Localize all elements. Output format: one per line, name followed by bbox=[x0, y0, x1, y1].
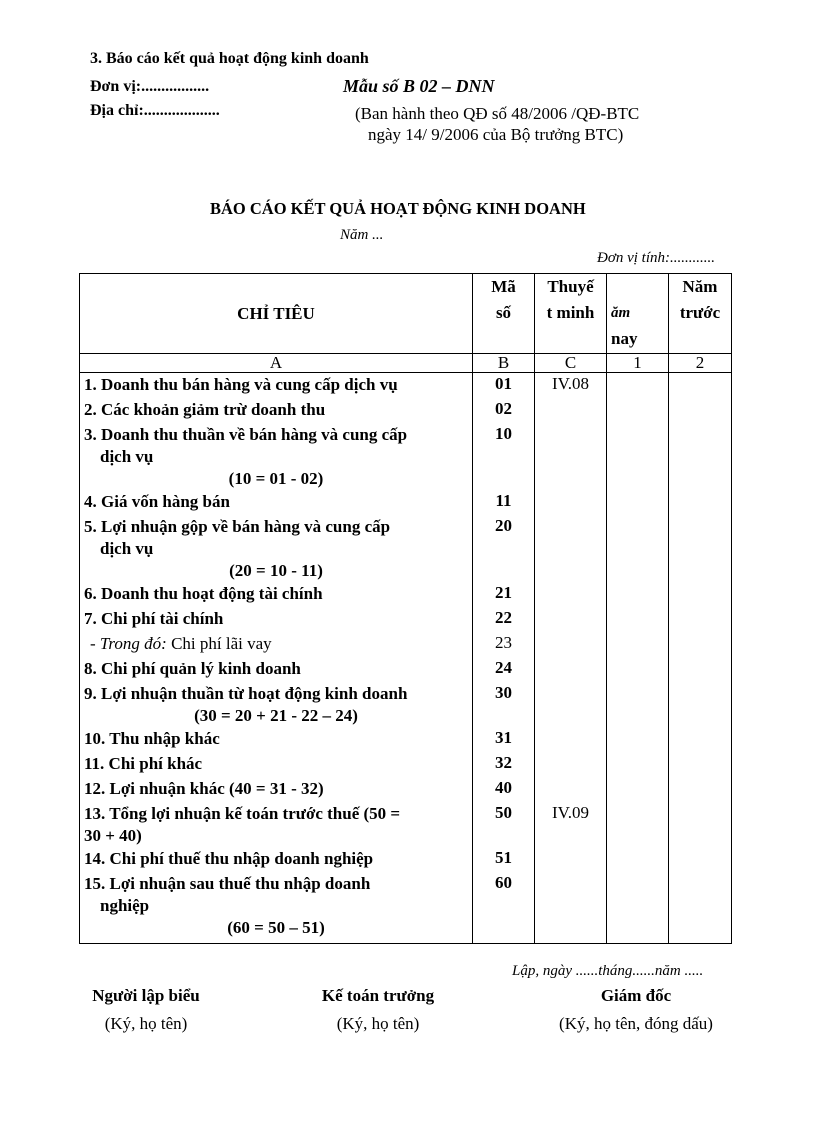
row-note-cell bbox=[535, 398, 607, 423]
row-current-year-cell bbox=[607, 802, 669, 847]
row-label: 9. Lợi nhuận thuần từ hoạt động kinh doanh bbox=[84, 683, 408, 703]
row-label-cell bbox=[80, 802, 473, 847]
row-current-year-cell bbox=[607, 607, 669, 632]
row-previous-year-cell bbox=[669, 423, 732, 490]
row-previous-year-cell bbox=[669, 515, 732, 582]
row-label-italic: - Trong đó: bbox=[90, 633, 167, 653]
row-current-year-cell bbox=[607, 657, 669, 682]
row-note-cell bbox=[535, 423, 607, 490]
letter-b: B bbox=[473, 354, 535, 373]
header-thuyet-minh-line1: Thuyế bbox=[547, 277, 594, 296]
row-previous-year-cell bbox=[669, 752, 732, 777]
row-label-cell bbox=[80, 607, 473, 632]
row-previous-year-cell bbox=[669, 872, 732, 939]
table-row bbox=[80, 490, 732, 515]
padding-cell bbox=[535, 939, 607, 944]
row-code-cell: 30 bbox=[473, 682, 535, 727]
table-row bbox=[80, 727, 732, 752]
row-note-cell bbox=[535, 847, 607, 872]
row-label-cell bbox=[80, 423, 473, 490]
row-previous-year-cell bbox=[669, 802, 732, 847]
row-code-cell: 50 bbox=[473, 802, 535, 847]
header-nam-truoc-line1: Năm bbox=[682, 277, 718, 296]
row-label-continued: dịch vụ bbox=[100, 446, 154, 466]
row-label-cell bbox=[80, 872, 473, 939]
table-row bbox=[80, 657, 732, 682]
table-row bbox=[80, 607, 732, 632]
income-statement-table bbox=[79, 273, 732, 944]
header-nam-truoc-line2: trước bbox=[679, 303, 721, 322]
row-code-cell: 24 bbox=[473, 657, 535, 682]
row-formula: (10 = 01 - 02) bbox=[228, 468, 324, 488]
row-code-cell: 21 bbox=[473, 582, 535, 607]
row-label-continued: 30 + 40) bbox=[84, 825, 142, 845]
letter-2: 2 bbox=[669, 354, 732, 373]
row-previous-year-cell bbox=[669, 582, 732, 607]
row-label-cell bbox=[80, 752, 473, 777]
preparer-note: (Ký, họ tên) bbox=[104, 1014, 188, 1033]
row-current-year-cell bbox=[607, 847, 669, 872]
row-note-cell bbox=[535, 682, 607, 727]
row-note-cell bbox=[535, 727, 607, 752]
row-code-cell: 22 bbox=[473, 607, 535, 632]
currency-unit: Đơn vị tính:............ bbox=[597, 250, 715, 266]
row-code-cell: 31 bbox=[473, 727, 535, 752]
row-label: 8. Chi phí quản lý kinh doanh bbox=[84, 658, 301, 678]
padding-cell bbox=[80, 939, 473, 944]
padding-cell bbox=[607, 939, 669, 944]
date-line: Lập, ngày ......tháng......năm ..... bbox=[512, 963, 704, 979]
row-previous-year-cell bbox=[669, 682, 732, 727]
header-nam-nay-line2: nay bbox=[611, 329, 638, 348]
row-label: 14. Chi phí thuế thu nhập doanh nghiệp bbox=[84, 848, 374, 868]
row-label: 12. Lợi nhuận khác (40 = 31 - 32) bbox=[84, 778, 324, 798]
row-label-continued: nghiệp bbox=[100, 895, 150, 915]
row-formula: (60 = 50 – 51) bbox=[227, 917, 325, 937]
row-current-year-cell bbox=[607, 373, 669, 398]
table-row bbox=[80, 398, 732, 423]
row-note-cell bbox=[535, 490, 607, 515]
preparer-title: Người lập biểu bbox=[92, 986, 200, 1005]
table-column-letters-row bbox=[80, 354, 732, 373]
row-current-year-cell bbox=[607, 423, 669, 490]
header-ma-so bbox=[473, 274, 535, 354]
row-note-cell bbox=[535, 777, 607, 802]
row-previous-year-cell bbox=[669, 632, 732, 657]
row-previous-year-cell bbox=[669, 398, 732, 423]
header-ma-so-line1: Mã bbox=[491, 277, 516, 296]
row-previous-year-cell bbox=[669, 657, 732, 682]
issued-line-1: (Ban hành theo QĐ số 48/2006 /QĐ-BTC bbox=[355, 104, 640, 123]
issued-line-2: ngày 14/ 9/2006 của Bộ trưởng BTC) bbox=[368, 125, 624, 144]
row-current-year-cell bbox=[607, 682, 669, 727]
row-note-cell bbox=[535, 752, 607, 777]
director-note: (Ký, họ tên, đóng dấu) bbox=[559, 1014, 713, 1033]
letter-c: C bbox=[535, 354, 607, 373]
padding-cell bbox=[669, 939, 732, 944]
row-current-year-cell bbox=[607, 515, 669, 582]
table-header-row bbox=[80, 274, 732, 354]
row-label-cell bbox=[80, 727, 473, 752]
row-code-cell: 23 bbox=[473, 632, 535, 657]
row-code-cell: 32 bbox=[473, 752, 535, 777]
row-current-year-cell bbox=[607, 398, 669, 423]
row-label: 10. Thu nhập khác bbox=[84, 728, 220, 748]
report-year: Năm ... bbox=[340, 227, 384, 243]
row-label-cell bbox=[80, 682, 473, 727]
row-label: 4. Giá vốn hàng bán bbox=[84, 491, 230, 511]
row-label-continued: dịch vụ bbox=[100, 538, 154, 558]
table-row bbox=[80, 872, 732, 939]
row-current-year-cell bbox=[607, 752, 669, 777]
row-previous-year-cell bbox=[669, 490, 732, 515]
row-previous-year-cell bbox=[669, 727, 732, 752]
row-note-cell bbox=[535, 657, 607, 682]
table-row bbox=[80, 373, 732, 398]
header-thuyet-minh bbox=[535, 274, 607, 354]
row-label: 1. Doanh thu bán hàng và cung cấp dịch vụ bbox=[84, 375, 398, 394]
row-note-cell: IV.09 bbox=[535, 802, 607, 847]
row-code-cell: 20 bbox=[473, 515, 535, 582]
padding-cell bbox=[473, 939, 535, 944]
row-previous-year-cell bbox=[669, 847, 732, 872]
row-label-rest: Chi phí lãi vay bbox=[166, 633, 272, 653]
row-note-cell bbox=[535, 515, 607, 582]
row-label: 5. Lợi nhuận gộp về bán hàng và cung cấp bbox=[84, 516, 391, 536]
row-label-cell bbox=[80, 373, 473, 398]
row-note-cell bbox=[535, 582, 607, 607]
header-thuyet-minh-line2: t minh bbox=[546, 303, 595, 322]
row-note-cell bbox=[535, 607, 607, 632]
row-label-cell bbox=[80, 398, 473, 423]
row-label-cell bbox=[80, 657, 473, 682]
row-code-cell: 02 bbox=[473, 398, 535, 423]
director-title: Giám đốc bbox=[600, 986, 672, 1005]
row-note-cell bbox=[535, 872, 607, 939]
row-current-year-cell bbox=[607, 872, 669, 939]
row-code-cell: 60 bbox=[473, 872, 535, 939]
row-current-year-cell bbox=[607, 727, 669, 752]
header-nam-nay-line1: ăm bbox=[611, 305, 631, 321]
accountant-title: Kế toán trưởng bbox=[321, 986, 435, 1005]
header-nam-nay bbox=[607, 274, 669, 354]
row-label: 13. Tổng lợi nhuận kế toán trước thuế (50 = bbox=[84, 803, 401, 823]
row-label-cell bbox=[80, 582, 473, 607]
table-row bbox=[80, 515, 732, 582]
row-code-cell: 40 bbox=[473, 777, 535, 802]
letter-a: A bbox=[80, 354, 473, 373]
table-row bbox=[80, 423, 732, 490]
table-row bbox=[80, 802, 732, 847]
row-label-cell bbox=[80, 777, 473, 802]
row-note-cell: IV.08 bbox=[535, 373, 607, 398]
unit-label: Đơn vị:................. bbox=[90, 78, 210, 95]
row-label: 7. Chi phí tài chính bbox=[84, 608, 224, 628]
row-current-year-cell bbox=[607, 582, 669, 607]
table-row bbox=[80, 582, 732, 607]
row-current-year-cell bbox=[607, 777, 669, 802]
table-row bbox=[80, 847, 732, 872]
table-row bbox=[80, 752, 732, 777]
row-formula: (30 = 20 + 21 - 22 – 24) bbox=[194, 705, 358, 725]
accountant-note: (Ký, họ tên) bbox=[336, 1014, 420, 1033]
row-current-year-cell bbox=[607, 490, 669, 515]
header-chi-tieu: CHỈ TIÊU bbox=[80, 274, 473, 354]
row-label-cell bbox=[80, 515, 473, 582]
row-current-year-cell bbox=[607, 632, 669, 657]
row-previous-year-cell bbox=[669, 607, 732, 632]
table-body bbox=[80, 373, 732, 944]
row-label-cell bbox=[80, 490, 473, 515]
table-row bbox=[80, 632, 732, 657]
header-ma-so-line2: số bbox=[495, 303, 512, 322]
form-number: Mẫu số B 02 – DNN bbox=[343, 76, 495, 96]
row-code-cell: 11 bbox=[473, 490, 535, 515]
table-row bbox=[80, 777, 732, 802]
row-code-cell: 01 bbox=[473, 373, 535, 398]
row-note-cell bbox=[535, 632, 607, 657]
row-label: 11. Chi phí khác bbox=[84, 753, 203, 773]
row-label: 15. Lợi nhuận sau thuế thu nhập doanh bbox=[84, 873, 371, 893]
row-label-cell bbox=[80, 847, 473, 872]
table-bottom-padding bbox=[80, 939, 732, 944]
row-code-cell: 51 bbox=[473, 847, 535, 872]
row-code-cell: 10 bbox=[473, 423, 535, 490]
row-previous-year-cell bbox=[669, 777, 732, 802]
row-label: 6. Doanh thu hoạt động tài chính bbox=[84, 583, 323, 603]
row-formula: (20 = 10 - 11) bbox=[229, 560, 323, 580]
section-title: 3. Báo cáo kết quả hoạt động kinh doanh bbox=[90, 50, 369, 67]
row-label: 3. Doanh thu thuần về bán hàng và cung cấp bbox=[84, 424, 408, 444]
row-label-cell bbox=[80, 632, 473, 657]
row-previous-year-cell bbox=[669, 373, 732, 398]
row-label: 2. Các khoản giảm trừ doanh thu bbox=[84, 399, 326, 419]
letter-1: 1 bbox=[607, 354, 669, 373]
table-row bbox=[80, 682, 732, 727]
address-label: Địa chỉ:................... bbox=[90, 102, 220, 119]
header-nam-truoc bbox=[669, 274, 732, 354]
report-title: BÁO CÁO KẾT QUẢ HOẠT ĐỘNG KINH DOANH bbox=[210, 199, 586, 218]
